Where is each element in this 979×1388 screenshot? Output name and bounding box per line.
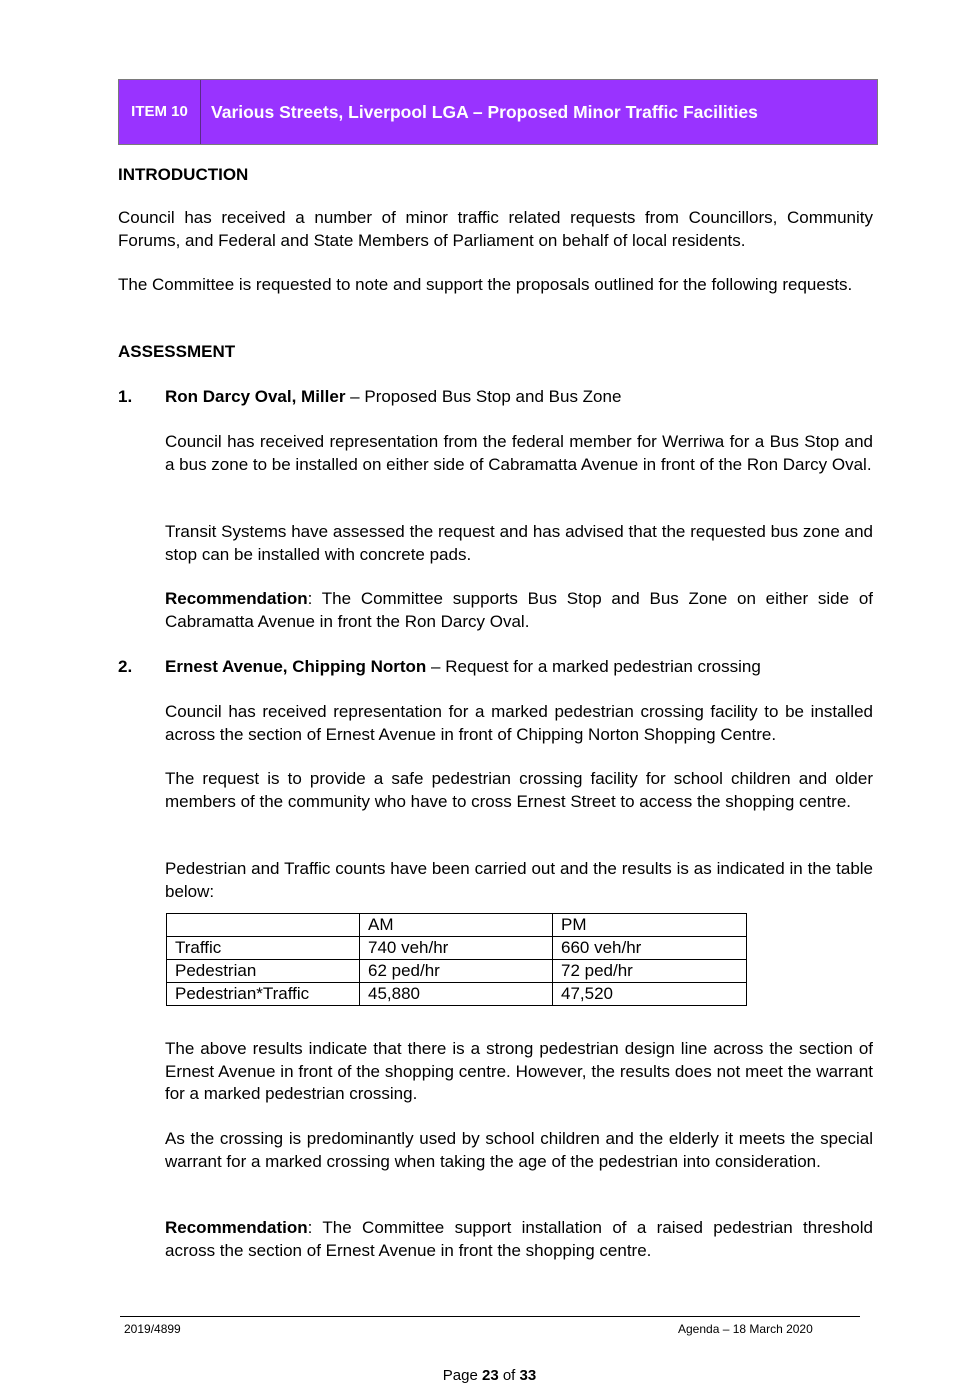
item-1-paragraph-2: Transit Systems have assessed the request and has advised that the requested bus zone and stop can be installed with concrete pads. <box>165 522 873 564</box>
item-2-rec-label: Recommendation <box>165 1218 308 1237</box>
table-header-row <box>167 914 747 937</box>
item-2-paragraph-4: The above results indicate that there is a strong pedestrian design line across the section of Ernest Avenue in front of the shopping centre. However, the results does not meet the warrant for a marked pedestrian crossing. <box>165 1039 873 1103</box>
assessment-heading: ASSESSMENT <box>118 342 236 361</box>
item-1-recommendation <box>165 588 873 633</box>
item-2-number: 2. <box>118 657 133 676</box>
item-1-subtitle: – Proposed Bus Stop and Bus Zone <box>345 387 622 406</box>
page-prefix: Page <box>442 1367 482 1384</box>
footer-agenda-date: Agenda – 18 March 2020 <box>678 1322 813 1336</box>
item-1-number: 1. <box>118 387 133 406</box>
table-cell: 62 ped/hr <box>360 960 553 983</box>
page-of: of <box>498 1367 520 1384</box>
footer-reference: 2019/4899 <box>124 1322 181 1336</box>
table-cell: 72 ped/hr <box>553 960 747 983</box>
table-header-cell <box>167 914 360 937</box>
table-header-cell: PM <box>553 914 747 937</box>
item-1-rec-label: Recommendation <box>165 589 308 608</box>
item-1-title: Ron Darcy Oval, Miller <box>165 387 346 406</box>
intro-paragraph-2: The Committee is requested to note and support the proposals outlined for the following requests. <box>118 275 853 294</box>
table-cell: Pedestrian*Traffic <box>167 983 360 1006</box>
table-header-cell: AM <box>360 914 553 937</box>
table-cell: 47,520 <box>553 983 747 1006</box>
page-total: 33 <box>519 1367 537 1384</box>
table-cell: 45,880 <box>360 983 553 1006</box>
item-2-title: Ernest Avenue, Chipping Norton <box>165 657 427 676</box>
item-2-subtitle: – Request for a marked pedestrian crossing <box>426 657 761 676</box>
table-cell: 660 veh/hr <box>553 937 747 960</box>
table-cell: 740 veh/hr <box>360 937 553 960</box>
table-cell: Traffic <box>167 937 360 960</box>
page-number <box>0 1365 979 1388</box>
intro-paragraph-1: Council has received a number of minor traffic related requests from Councillors, Community Forums, and Federal and State Members of Parliament on behalf of local residents. <box>118 208 873 250</box>
table-row <box>167 960 747 983</box>
table-row <box>167 983 747 1006</box>
item-1-heading <box>165 386 621 409</box>
item-2-recommendation <box>165 1217 873 1262</box>
item-2-rec-text: : The Committee support installation of a raised pedestrian threshold across the section of Ernest Avenue in front the shopping centre. <box>165 1218 873 1260</box>
item-1-paragraph-1: Council has received representation from the federal member for Werriwa for a Bus Stop and a bus zone to be installed on either side of Cabramatta Avenue in front of the Ron Darcy Oval. <box>165 432 873 474</box>
item-2-paragraph-5: As the crossing is predominantly used by school children and the elderly it meets the special warrant for a marked crossing when taking the age of the pedestrian into consideration. <box>165 1129 873 1171</box>
item-title: Various Streets, Liverpool LGA – Proposed Minor Traffic Facilities <box>211 101 758 122</box>
page-current: 23 <box>481 1367 499 1384</box>
item-2-paragraph-2: The request is to provide a safe pedestrian crossing facility for school children and older members of the community who have to cross Ernest Street to access the shopping centre. <box>165 769 873 811</box>
counts-table <box>166 913 747 1006</box>
item-2-paragraph-1: Council has received representation for a marked pedestrian crossing facility to be installed across the section of Ernest Avenue in front of Chipping Norton Shopping Centre. <box>165 702 873 744</box>
item-2-heading <box>165 656 761 679</box>
item-number: ITEM 10 <box>119 80 201 144</box>
footer-divider <box>120 1316 860 1317</box>
item-2-paragraph-3: Pedestrian and Traffic counts have been carried out and the results is as indicated in the table below: <box>165 859 873 901</box>
item-1-rec-text: : The Committee supports Bus Stop and Bus Zone on either side of Cabramatta Avenue in front the Ron Darcy Oval. <box>165 589 873 631</box>
introduction-heading: INTRODUCTION <box>118 165 249 184</box>
item-banner <box>118 79 878 145</box>
table-row <box>167 937 747 960</box>
table-cell: Pedestrian <box>167 960 360 983</box>
